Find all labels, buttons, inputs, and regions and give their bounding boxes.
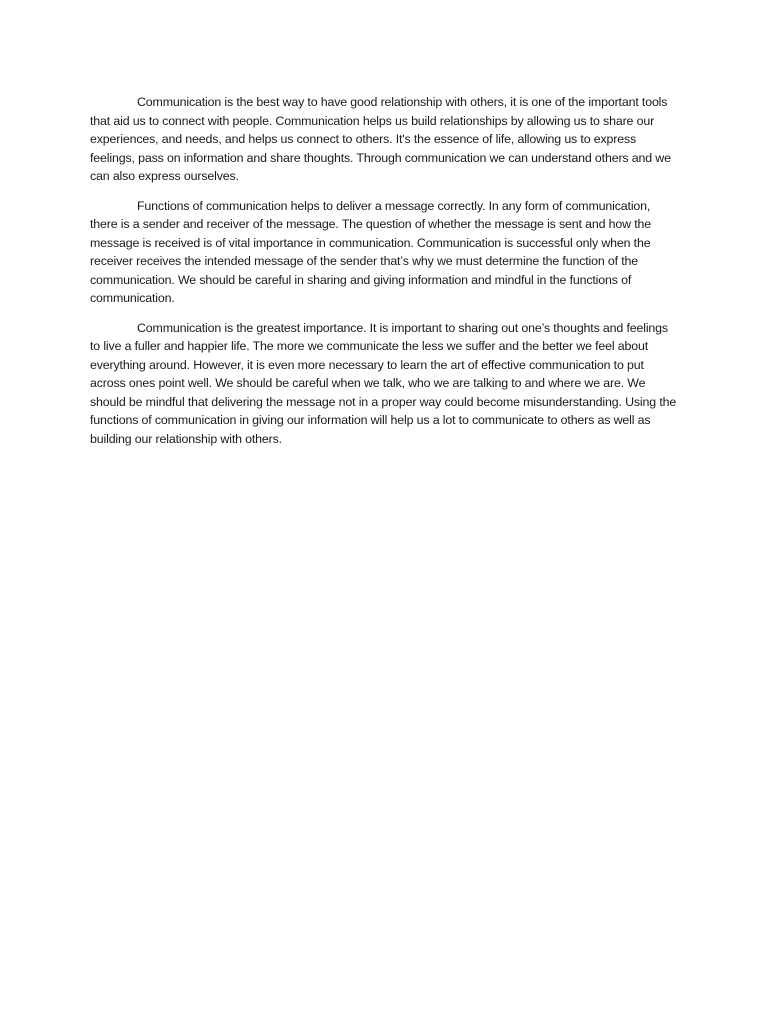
paragraph-3: Communication is the greatest importance. It is important to sharing out one’s thoughts and feelings to live a fuller and happier life. The more we communicate the less we suffer and the better we feel about everything around. However, it is even more necessary to learn the art of effective communication to put across ones point well. We should be careful when we talk, who we are talking to and where we are. We should be mindful that delivering the message not in a proper way could become misunderstanding. Using the functions of communication in giving our information will help us a lot to communicate to others as well as building our relationship with others. <box>90 320 677 446</box>
paragraph-1: Communication is the best way to have good relationship with others, it is one of the important tools that aid us to connect with people. Communication helps us build relationships by allowing us to share our experiences, and needs, and helps us connect to others. It's the essence of life, allowing us to express feelings, pass on information and share thoughts. Through communication we can understand others and we can also express ourselves. <box>90 95 671 183</box>
paragraph-2: Functions of communication helps to deliver a message correctly. In any form of communication, there is a sender and receiver of the message. The question of whether the message is sent and how the message is received is of vital importance in communication. Communication is successful only when the receiver receives the intended message of the sender that’s why we must determine the function of the communication. We should be careful in sharing and giving information and mindful in the functions of communication. <box>90 198 651 305</box>
document-body <box>90 93 680 459</box>
